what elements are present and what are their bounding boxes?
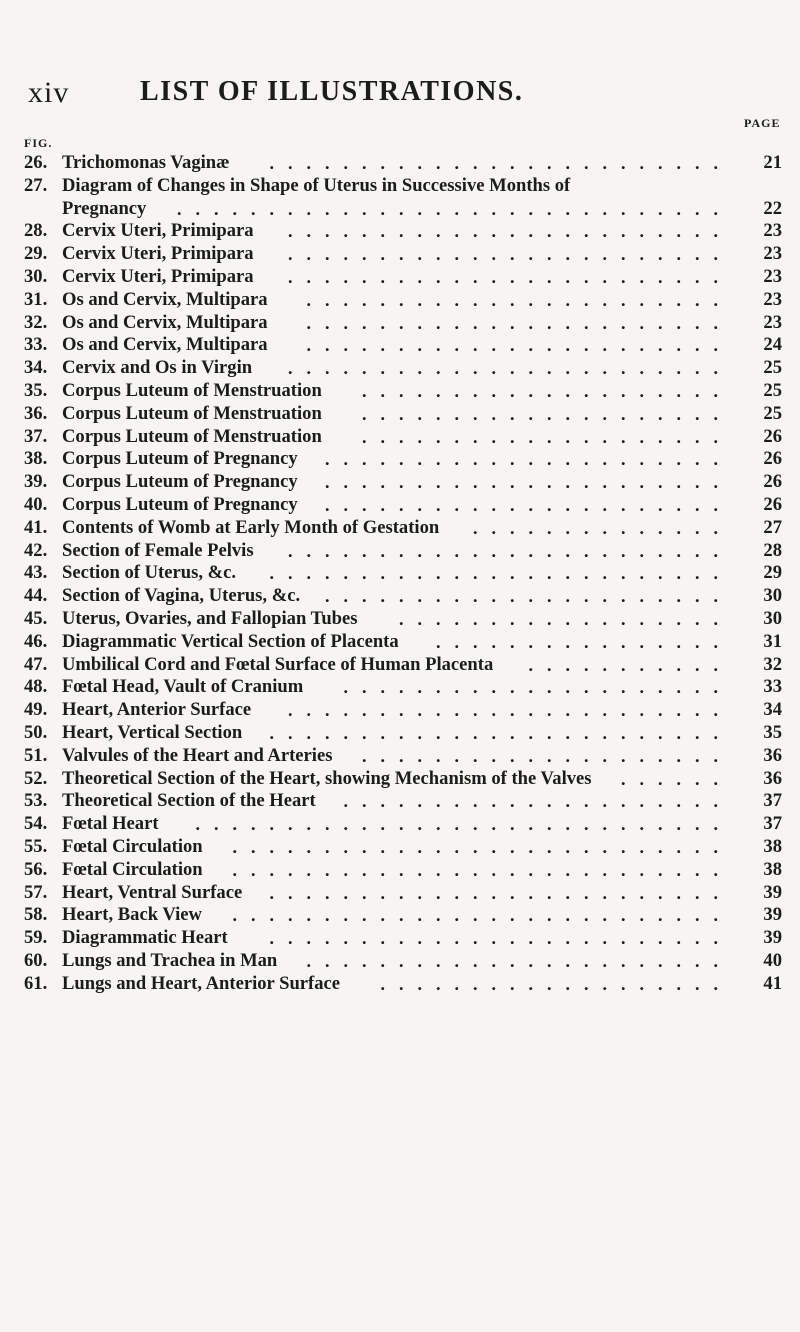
figure-title: Valvules of the Heart and Arteries — [62, 744, 333, 766]
figure-number: 27. — [24, 174, 48, 196]
list-item — [24, 426, 784, 449]
figure-number: 28. — [24, 220, 48, 242]
figure-title: Fœtal Circulation — [62, 835, 203, 857]
figure-title: Corpus Luteum of Pregnancy — [62, 471, 298, 493]
figure-title: Theoretical Section of the Heart — [62, 790, 316, 812]
figure-title: Section of Vagina, Uterus, &c. — [62, 585, 301, 607]
figure-title: Theoretical Section of the Heart, showing Mechanism of the Valves — [62, 767, 592, 789]
figure-title: Corpus Luteum of Menstruation — [62, 402, 322, 424]
figure-title: Section of Uterus, &c. — [62, 562, 237, 584]
dot-leader: ...................... — [325, 494, 732, 515]
figure-title: Trichomonas Vaginæ — [62, 152, 230, 173]
list-item — [24, 950, 784, 973]
page-reference: 25 — [763, 402, 782, 424]
figure-title: Cervix Uteri, Primipara — [62, 243, 254, 265]
figure-title: Fœtal Circulation — [62, 858, 203, 880]
figure-number: 30. — [24, 265, 48, 287]
list-item — [24, 745, 784, 768]
figure-number: 46. — [24, 630, 48, 652]
page-number: xiv — [28, 76, 70, 109]
figure-number: 42. — [24, 539, 48, 561]
list-item — [24, 266, 784, 289]
page-reference: 35 — [763, 721, 782, 743]
list-item — [24, 722, 784, 745]
page-title: LIST OF ILLUSTRATIONS. — [140, 76, 524, 107]
figure-number: 32. — [24, 311, 48, 333]
list-item — [24, 562, 784, 585]
page-reference: 23 — [763, 311, 782, 333]
list-item — [24, 631, 784, 654]
figure-number: 48. — [24, 676, 48, 698]
page-reference: 22 — [763, 197, 782, 219]
page-reference: 25 — [763, 357, 782, 379]
figure-number: 40. — [24, 493, 48, 515]
list-item — [24, 585, 784, 608]
figure-number: 29. — [24, 243, 48, 265]
dot-leader: ....................... — [306, 950, 732, 971]
figure-title: Heart, Vertical Section — [62, 721, 243, 743]
figure-title: Diagrammatic Vertical Section of Placenta — [62, 630, 399, 652]
dot-leader: ...................... — [325, 472, 732, 493]
figure-title: Diagram of Changes in Shape of Uterus in Successive Months of — [62, 174, 571, 196]
figure-number: 51. — [24, 744, 48, 766]
figure-title: Cervix Uteri, Primipara — [62, 220, 254, 242]
figure-number: 61. — [24, 972, 48, 994]
figure-number: 34. — [24, 357, 48, 379]
page-reference: 31 — [763, 630, 782, 652]
figure-number: 52. — [24, 767, 48, 789]
list-item — [24, 380, 784, 403]
figure-number: 45. — [24, 607, 48, 629]
figure-title: Lungs and Trachea in Man — [62, 949, 278, 971]
dot-leader: ......................... — [269, 882, 732, 903]
list-item — [24, 289, 784, 312]
figure-number: 39. — [24, 471, 48, 493]
figure-title: Corpus Luteum of Pregnancy — [62, 493, 298, 515]
list-item — [24, 904, 784, 927]
page-reference: 36 — [763, 744, 782, 766]
list-item — [24, 654, 784, 677]
figure-title: Heart, Anterior Surface — [62, 699, 252, 721]
illustrations-list — [24, 152, 784, 995]
figure-title: Corpus Luteum of Menstruation — [62, 379, 322, 401]
figure-title: Umbilical Cord and Fœtal Surface of Human Placenta — [62, 653, 494, 675]
figure-title: Corpus Luteum of Menstruation — [62, 425, 322, 447]
list-item — [24, 813, 784, 836]
dot-leader: .................... — [362, 403, 732, 424]
dot-leader: ........................ — [288, 540, 732, 561]
running-head — [0, 70, 800, 110]
dot-leader: ................... — [380, 973, 732, 994]
page-reference: 24 — [763, 334, 782, 356]
list-item — [24, 175, 784, 221]
figure-title: Fœtal Heart — [62, 813, 159, 835]
list-item — [24, 152, 784, 175]
page-reference: 30 — [763, 607, 782, 629]
figure-number: 31. — [24, 288, 48, 310]
figure-title: Os and Cervix, Multipara — [62, 334, 268, 356]
dot-leader: ......................... — [269, 722, 732, 743]
figure-number: 38. — [24, 448, 48, 470]
list-item — [24, 471, 784, 494]
page-reference: 21 — [763, 152, 782, 173]
page-reference: 37 — [763, 790, 782, 812]
figure-number: 60. — [24, 949, 48, 971]
dot-leader: .............. — [473, 517, 732, 538]
figure-title: Contents of Womb at Early Month of Gestation — [62, 516, 440, 538]
dot-leader: ....................... — [306, 335, 732, 356]
figure-title: Section of Female Pelvis — [62, 539, 254, 561]
list-item — [24, 768, 784, 791]
page-column-header: PAGE — [744, 116, 781, 130]
page-reference: 38 — [763, 835, 782, 857]
page-reference: 23 — [763, 220, 782, 242]
list-item — [24, 540, 784, 563]
figure-number: 35. — [24, 379, 48, 401]
list-item — [24, 517, 784, 540]
dot-leader: ................ — [436, 631, 732, 652]
dot-leader: .................... — [362, 426, 732, 447]
page-reference: 23 — [763, 243, 782, 265]
page-reference: 30 — [763, 585, 782, 607]
page-reference: 26 — [763, 425, 782, 447]
dot-leader: .................. — [399, 608, 732, 629]
fig-column-header: FIG. — [24, 136, 53, 150]
dot-leader: ...... — [621, 768, 732, 789]
dot-leader: ........................ — [288, 700, 732, 721]
figure-number: 59. — [24, 927, 48, 949]
dot-leader: ....................... — [306, 312, 732, 333]
page-reference: 41 — [763, 972, 782, 994]
figure-number: 55. — [24, 835, 48, 857]
list-item — [24, 790, 784, 813]
dot-leader: ........................ — [288, 266, 732, 287]
figure-title: Heart, Ventral Surface — [62, 881, 243, 903]
page-reference: 25 — [763, 379, 782, 401]
list-item — [24, 927, 784, 950]
figure-number: 50. — [24, 721, 48, 743]
figure-number: 37. — [24, 425, 48, 447]
figure-number: 49. — [24, 699, 48, 721]
list-item — [24, 357, 784, 380]
figure-number: 43. — [24, 562, 48, 584]
figure-number: 33. — [24, 334, 48, 356]
page-reference: 23 — [763, 288, 782, 310]
figure-title: Lungs and Heart, Anterior Surface — [62, 972, 341, 994]
dot-leader: ........................... — [232, 905, 732, 926]
figure-number: 54. — [24, 813, 48, 835]
figure-number: 36. — [24, 402, 48, 424]
list-item — [24, 220, 784, 243]
dot-leader: ......................... — [269, 928, 732, 949]
list-item — [24, 836, 784, 859]
list-item — [24, 608, 784, 631]
dot-leader: .................... — [362, 380, 732, 401]
list-item — [24, 334, 784, 357]
page-reference: 37 — [763, 813, 782, 835]
page-reference: 39 — [763, 881, 782, 903]
page-reference: 26 — [763, 493, 782, 515]
dot-leader: ..................... — [343, 677, 732, 698]
list-item — [24, 699, 784, 722]
dot-leader: ...................... — [325, 449, 732, 470]
figure-number: 26. — [24, 152, 48, 173]
dot-leader: ......................... — [269, 153, 732, 173]
figure-number: 58. — [24, 904, 48, 926]
list-item — [24, 882, 784, 905]
figure-title: Fœtal Head, Vault of Cranium — [62, 676, 304, 698]
figure-title: Corpus Luteum of Pregnancy — [62, 448, 298, 470]
figure-title: Cervix and Os in Virgin — [62, 357, 253, 379]
dot-leader: ..................... — [343, 791, 732, 812]
dot-leader: .................... — [362, 745, 732, 766]
page-reference: 29 — [763, 562, 782, 584]
dot-leader: ........................... — [232, 859, 732, 880]
list-item — [24, 494, 784, 517]
figure-title: Heart, Back View — [62, 904, 202, 926]
list-item — [24, 243, 784, 266]
dot-leader: ............................. — [195, 814, 732, 835]
list-item — [24, 448, 784, 471]
page-reference: 26 — [763, 471, 782, 493]
dot-leader: ........................ — [288, 358, 732, 379]
dot-leader: ........................ — [288, 221, 732, 242]
list-item — [24, 973, 784, 996]
list-item — [24, 312, 784, 335]
figure-title: Os and Cervix, Multipara — [62, 288, 268, 310]
dot-leader: ........... — [528, 654, 732, 675]
figure-title-continued: Pregnancy — [62, 197, 147, 219]
list-item — [24, 859, 784, 882]
page-reference: 26 — [763, 448, 782, 470]
figure-number: 44. — [24, 585, 48, 607]
page-reference: 23 — [763, 265, 782, 287]
page-reference: 32 — [763, 653, 782, 675]
page-reference: 40 — [763, 949, 782, 971]
figure-title: Os and Cervix, Multipara — [62, 311, 268, 333]
figure-number: 56. — [24, 858, 48, 880]
dot-leader: ........................ — [288, 244, 732, 265]
figure-number: 53. — [24, 790, 48, 812]
page-reference: 39 — [763, 904, 782, 926]
figure-number: 47. — [24, 653, 48, 675]
figure-number: 57. — [24, 881, 48, 903]
dot-leader: ........................... — [232, 836, 732, 857]
figure-title: Uterus, Ovaries, and Fallopian Tubes — [62, 607, 358, 629]
list-item — [24, 403, 784, 426]
page-reference: 27 — [763, 516, 782, 538]
dot-leader: ......................... — [269, 563, 732, 584]
page-reference: 28 — [763, 539, 782, 561]
dot-leader: .............................. — [177, 198, 732, 219]
page-reference: 38 — [763, 858, 782, 880]
page-reference: 39 — [763, 927, 782, 949]
page-reference: 34 — [763, 699, 782, 721]
dot-leader: ...................... — [325, 586, 732, 607]
figure-title: Cervix Uteri, Primipara — [62, 265, 254, 287]
figure-number: 41. — [24, 516, 48, 538]
list-item — [24, 676, 784, 699]
page-reference: 36 — [763, 767, 782, 789]
page-reference: 33 — [763, 676, 782, 698]
figure-title: Diagrammatic Heart — [62, 927, 228, 949]
dot-leader: ....................... — [306, 289, 732, 310]
